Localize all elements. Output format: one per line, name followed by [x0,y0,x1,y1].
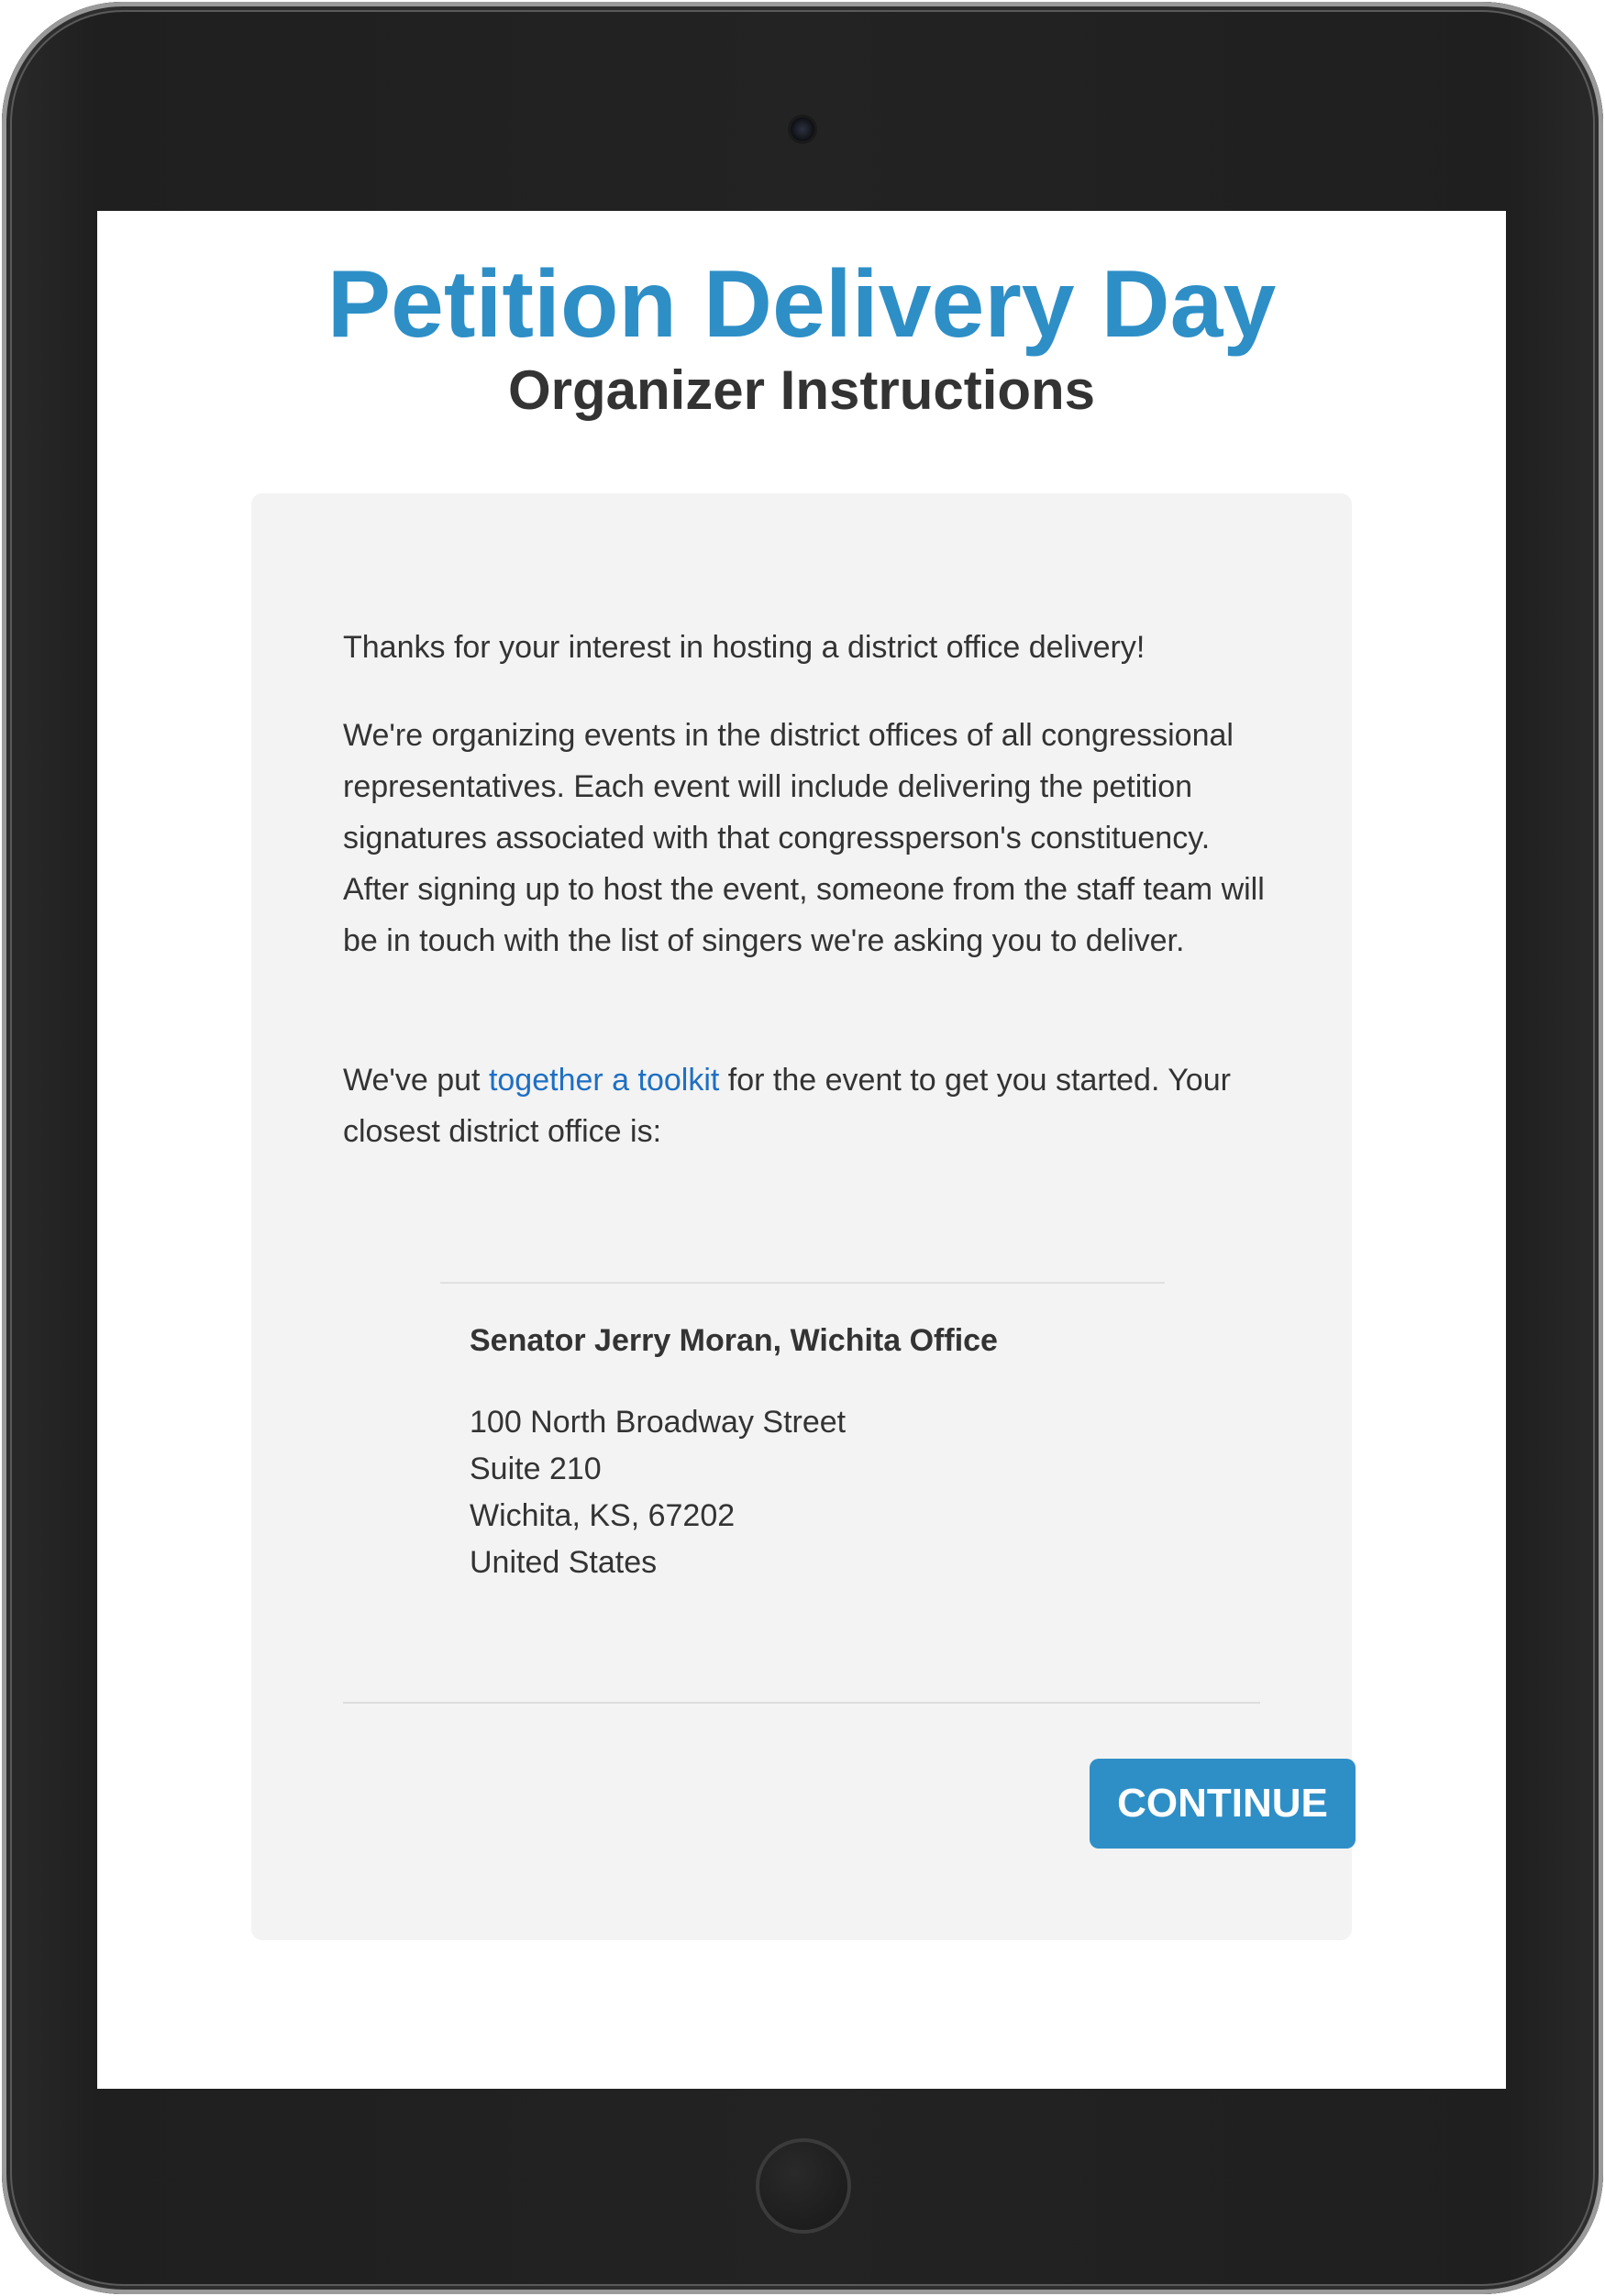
description-text: We're organizing events in the district offices of all congressional representatives. Each event will include delivering the petition signatures associated with that congressperson's constituency. After signing up to host the event, someone from the staff team will be in touch with the list of singers we're asking you to deliver. [343,718,1265,958]
home-button[interactable] [756,2138,851,2234]
page-title: Petition Delivery Day [327,251,1277,358]
address-line-city: Wichita, KS, 67202 [470,1498,736,1533]
office-name: Senator Jerry Moran, Wichita Office [470,1323,998,1358]
toolkit-prefix-text: We've put [343,1063,489,1098]
intro-text: Thanks for your interest in hosting a district office delivery! [343,630,1146,665]
address-line-street: 100 North Broadway Street [470,1405,847,1440]
camera-icon [791,117,814,141]
toolkit-suffix-text: for the event to get you started. Your closest district office is: [343,1063,1231,1149]
instructions-card [251,493,1352,1940]
office-address [470,1399,846,1586]
continue-button[interactable]: CONTINUE [1090,1759,1356,1849]
office-divider-top [440,1282,1165,1284]
tablet-frame [2,2,1603,2294]
page-subtitle: Organizer Instructions [507,359,1096,421]
toolkit-paragraph [343,1054,1269,1157]
address-line-country: United States [470,1545,658,1580]
toolkit-link[interactable]: together a toolkit [488,1063,720,1098]
actions-divider [343,1702,1260,1704]
screen [97,211,1506,2089]
address-line-suite: Suite 210 [470,1452,602,1486]
